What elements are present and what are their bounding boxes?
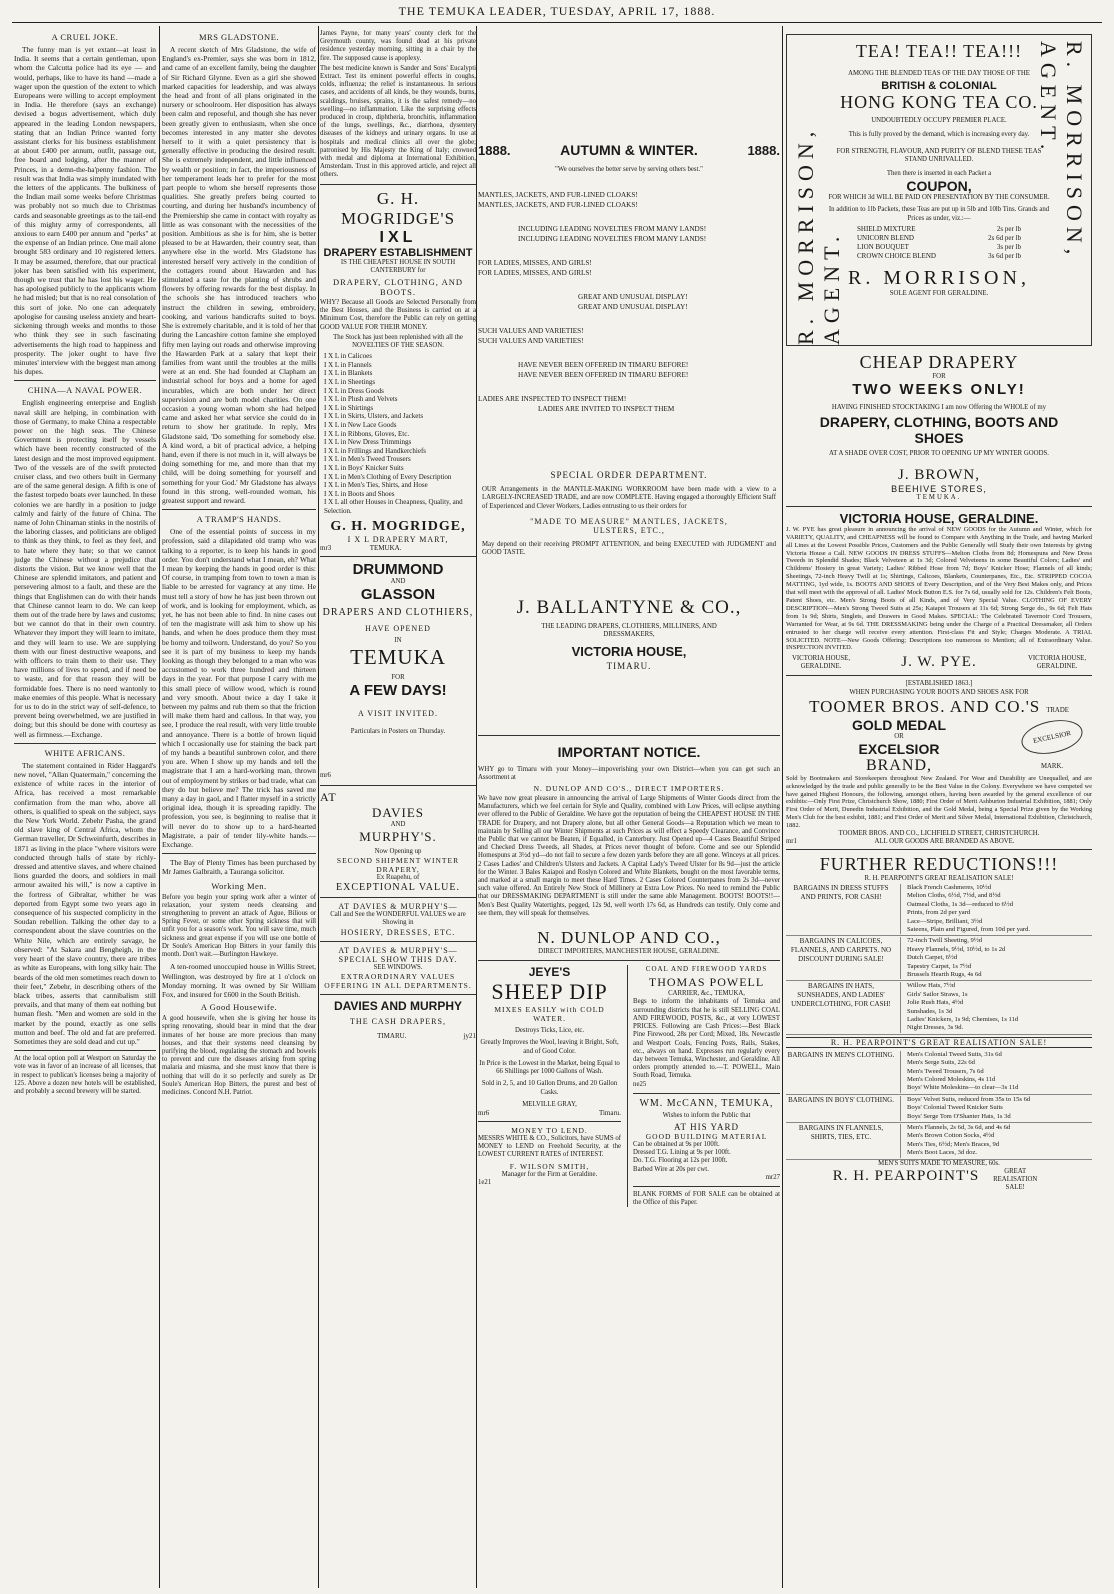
advert-text: MIXES EASILY with COLD WATER.: [494, 1005, 605, 1024]
advert-heading: TEA! TEA!! TEA!!!: [855, 41, 1023, 61]
tea-blend-name: UNICORN BLEND: [857, 233, 914, 242]
column-rule: [476, 26, 477, 1588]
bargain-label: BARGAINS IN HATS, SUNSHADES, AND LADIES' UNDERCLOTHING, FOR CASH!: [786, 982, 901, 1032]
column-rule: [318, 26, 319, 1588]
autumn-line: LADIES ARE INSPECTED TO INSPECT THEM!: [478, 395, 627, 404]
advert-text: In Price is the Lowest in the Market, being Equal to 66 Shillings per 1000 Gallons of Wash.: [479, 1059, 620, 1076]
bargain-item: Men's Colored Moleskins, 4s 11d: [907, 1076, 996, 1084]
advert-text: GOOD BUILDING MATERIAL: [645, 1131, 768, 1141]
ixl-list-item: I X L in Blankets: [324, 369, 373, 378]
advert-text: N. DUNLOP AND CO'S., DIRECT IMPORTERS.: [533, 784, 725, 794]
advert-text: WHY go to Timaru with your Money—impoverishing your own District—when you can get such an Assortment at: [478, 765, 780, 781]
advert-text: CARRIER, &c., TEMUKA,: [668, 990, 745, 998]
advert-text: TOOMER BROS. AND CO., LICHFIELD STREET, CHRISTCHURCH.: [838, 829, 1040, 837]
masthead-rule: [12, 22, 1102, 23]
advert-name: F. WILSON SMITH,: [509, 1161, 590, 1171]
ixl-list-item: I X L in Plush and Velvets: [324, 395, 398, 404]
tea-advert: [786, 34, 1092, 346]
article-divider: [14, 743, 156, 744]
jeyes-advert: [478, 965, 621, 1207]
tea-price-list: [857, 225, 1021, 261]
article-divider: [320, 556, 476, 557]
advert-code: mr6: [320, 772, 331, 780]
bargain-item: Prints, from 2d per yard: [907, 909, 971, 917]
advert-name: JEYE'S: [528, 965, 571, 980]
autumn-line: SUCH VALUES AND VARIETIES!: [478, 327, 584, 336]
advert-brand: IXL: [379, 228, 417, 246]
autumn-line: MANTLES, JACKETS, AND FUR-LINED CLOAKS!: [478, 201, 638, 210]
column-3: [320, 30, 476, 1586]
advert-house: VICTORIA HOUSE,: [571, 643, 687, 659]
ixl-list-item: I X L in New Dress Trimmings: [324, 438, 412, 447]
advert-text: BEEHIVE STORES,: [891, 483, 987, 494]
advert-heading: MONEY TO LEND.: [511, 1125, 588, 1135]
bargain-item: Black French Cashmeres, 10½d: [907, 883, 992, 891]
advert-text: Do. T.G. Flooring at 12s per 100ft.: [633, 1157, 728, 1165]
bargain-item: Oatmeal Cloths, 1s 3d—reduced to 6½d: [907, 900, 1014, 908]
advert-text: ALL OUR GOODS ARE BRANDED AS ABOVE.: [874, 837, 1015, 845]
autumn-line: GREAT AND UNUSUAL DISPLAY!: [578, 293, 688, 302]
agent-vertical-left: R. MORRISON, AGENT.: [793, 125, 844, 345]
advert-text: VICTORIA HOUSE, GERALDINE.: [791, 654, 851, 670]
advert-heading: SHEEP DIP: [491, 979, 608, 1005]
bargain-item: Men's Boot Laces, 3d doz.: [907, 1149, 978, 1157]
advert-name: R. H. PEARPOINT'S: [832, 1167, 980, 1184]
advert-text: HOSIERY, DRESSES, ETC.: [340, 927, 456, 937]
advert-text: WHEN PURCHASING YOUR BOOTS AND SHOES ASK FOR: [849, 688, 1029, 696]
news-paragraph: A ten-roomed unoccupied house in Willis Street, Wellington, was destroyed by fire at 1 o'clock on Monday morning. It was owned by Sir William Fox, and insured for £600 in the South British.: [162, 962, 316, 999]
bargain-item: Boys' White Moleskins—to clear—3s 11d: [907, 1084, 1019, 1092]
advert-text: AMONG THE BLENDED TEAS OF THE DAY THOSE OF THE: [848, 70, 1030, 77]
advert-text: DRAPERS AND CLOTHIERS,: [322, 606, 474, 618]
autumn-line: INCLUDING LEADING NOVELTIES FROM MANY LANDS!: [518, 225, 707, 234]
ixl-list-item: I X L in Men's Tweed Trousers: [324, 455, 411, 464]
advert-goods: DRAPERY, CLOTHING, AND BOOTS.: [333, 277, 463, 298]
advert-text: FOR STRENGTH, FLAVOUR, AND PURITY OF BLEND THESE TEAS STAND UNRIVALLED.: [836, 147, 1042, 163]
advert-divider: [633, 1093, 780, 1094]
advert-text: Begs to inform the inhabitants of Temuka and surrounding districts that he is still SELLING COAL AND FIREWOOD, POSTS, &c., at very LOWEST PRICES. Following are Cash Prices:—Best Black Pine Firewood, 28s per Cord; Mixed, 18s. Newcastle and Westport Coals, Fencing Posts, Rails, Stakes, etc., always on hand. Expresses run regularly every day between Temuka, Winchester, and Geraldine. All orders promptly attended to.—T. POWELL, Main South Road, Temuka.: [633, 998, 780, 1080]
advert-name: J. BROWN,: [898, 466, 980, 483]
advert-name: J. W. PYE.: [901, 654, 977, 671]
bargain-block: [786, 981, 1092, 1034]
advert-place: Timaru.: [598, 1108, 622, 1117]
bargain-item: Men's Brown Cotton Socks, 4½d: [907, 1132, 995, 1140]
advert-name: DRUMMOND: [352, 560, 444, 578]
advert-brand: EXCELSIOR: [858, 740, 940, 757]
article-title: WHITE AFRICANS.: [44, 747, 126, 758]
pearpoint-bargains: [786, 1050, 1092, 1160]
advert-name: DAVIES AND MURPHY: [333, 998, 462, 1013]
article-title: CHINA—A NAVAL POWER.: [27, 385, 143, 396]
advert-name: MURPHY'S.: [359, 828, 437, 844]
advert-text: J. W. PYE has great pleasure in announcing the arrival of NEW GOODS for the Autumn and Winter, which for VARIETY, QUALITY, and CHEAPNESS will be found to Compare with Anything in the Trade, and having Marked all Lines at the Lowest Possible Prices, Customers and the Public Generally will Study their own Interests by giving Victoria House a Call. NEW GOODS IN DRESS STUFFS—Melton Cloths from 8d; Homespuns and New Dress Tweeds in Splendid Shades; Black Velveteen at 1s 3d; Colored Velveteens in some Beautiful Colors; Ladies' and Childrens' Hosiery in great Variety; Ladies' Ribbed Hose from 7d; Boys' Knicker Hose; Flannels of all kinds; Sheetings, 72-inch Heavy Twill at 1s; Shirtings, Calicoes, Blankets, Counterpanes, Etc., Etc. STRIPPED COCOA MATTING, 1yd wide, 1s. BOOTS AND SHOES of Every Description, and of the Very Best Makes only, and Prices that will meet with the approval of all. Ladies' Mock Button E.S. for 7s 6d, usually sold for 12s. Children's Felt Boots, Patent Shoes, etc. Men's Strong Boots of all Kinds, and of Very Special Value. CLOTHING OF EVERY DESCRIPTION—Men's Strong Tweed Suits at 25s; Kaiapoi Trousers at 11s 6d; Strong Serge do., 9s 6d; Felt Hats from 1s 9d; Shirts, Singlets, and Drawers in Good Makes. SPECIAL: The Celebrated Tavernoir Cord Trousers, Warranted for Wear, at 9s 6d. THE DRESSMAKING being under the Charge of a Practical Dressmaker, all Orders entrusted to her charge will receive every attention. First-class Fit and Style; Charges Moderate. A TRIAL SOLICITED. NOTE—New Goods Offering; Descriptions too numerous to Mention; all of Extraordinary Value. INSPECTION INVITED.: [786, 525, 1092, 652]
advert-text: This is fully proved by the demand, which is increasing every day.: [848, 131, 1030, 139]
advert-brand: BRITISH & COLONIAL: [881, 80, 997, 93]
ixl-list-item: I X L in Frillings and Handkerchiefs: [324, 446, 426, 455]
pearpoint-bargains: [786, 883, 1092, 1035]
bargain-block: [786, 883, 1092, 936]
advert-heading: IMPORTANT NOTICE.: [557, 743, 701, 760]
ixl-list-item: I X L in Calicoes: [324, 352, 372, 361]
advert-heading: SPECIAL ORDER DEPARTMENT.: [550, 470, 708, 481]
autumn-line: FOR LADIES, MISSES, AND GIRLS!: [478, 259, 592, 268]
advert-divider: [478, 1121, 621, 1122]
advert-text: AT HIS YARD: [674, 1121, 740, 1132]
bargain-block: [786, 1095, 1092, 1123]
autumn-lines: [478, 190, 780, 414]
powell-advert: [627, 965, 780, 1207]
advert-text: Sold by Bootmakers and Storekeepers throughout New Zealand. For Wear and Durability are Unequalled, and are acknowledged by the trade and public generally to be the Best Value in the Colony. Everywhere we have competed we have gained Highest Honours, the following, amongst others, having been awarded by the general excellence of our exhibits:—Only First Prize, Christchurch Show, 1880; First Order of Merit Ashburton Industrial Exhibition, 1881; Only First Order of Merit, Dunedin Industrial Exhibition, and the Gold Medal, being a Special Prize given by the Working Men's Club for the best exhibit, 1881; and First Order of Merit and Silver Medal, International Exhibition, Christchurch, 1882.: [786, 774, 1092, 829]
bargain-item: Men's Colonial Tweed Suits, 31s 6d: [907, 1050, 1002, 1058]
tea-blend-price: 2s 6d per lb: [988, 233, 1021, 242]
bargain-item: Men's Ties, 6½d; Men's Braces, 9d: [907, 1140, 1000, 1148]
advert-code: mr1: [786, 837, 797, 845]
advert-name: GLASSON: [360, 585, 436, 603]
bargain-block: [786, 936, 1092, 981]
advert-text: SEE WINDOWS.: [373, 963, 423, 971]
tea-blend-name: LION BOUQUET: [857, 242, 909, 251]
advert-text: We have now great pleasure in announcing the arrival of Large Shipments of Winter Goods direct from the Manufacturers, which we feel certain for Style and Quality, combined with Low Prices, will eclipse anything ever offered to the Public of Geraldine. We have got the reputation of being the CHEAPEST HOUSE IN THE TRADE for Drapery, and not Drapery alone, but all other General Goods—a Reputation which we mean to maintain by Selling all our Winter Shipments at such Prices as will effect a Speedy Clearance, and Convince the Public that we cannot be Beaten, if Equalled, in Canterbury. Just Opened up—4 Cases Beautiful Striped and Checked Dress Tweeds, all Shades, at Prices never thought of before. Come and see our Splendid Homespuns at 3½d yd—do not fail to secure a few dozen yards before they are all gone. Winceys at all prices. 2 Cases Ladies' and Children's Ulsters and Jackets. A Capital Lady's Tweed Ulster for 8s 9d—just the article for the Winter. 3 Bales Kaiapoi and Roslyn Colored and White Blankets, bought on the most favorable terms, and marked at a small margin to meet these Hard Times. 2 Cases Colored Counterpanes from 2s 3d—never such value offered. An Entirely New Stock of Millinery at Extra Low Prices. No need to remind the Public that our DRESSMAKING DEPARTMENT is still under the same able Management. BOOTS! BOOTS!!—Men's Best Quality Watertights, pegged, 12s 9d, well worth 17s 6d, as Hundreds can testify. Only come and see them, they will speak for themselves.: [478, 795, 780, 917]
bargain-item: 72-inch Twill Sheeting, 9½d: [907, 937, 983, 945]
column-2: [162, 30, 316, 1586]
tea-blend-name: CROWN CHOICE BLEND: [857, 251, 936, 260]
advert-text: R. H. PEARPOINT'S GREAT REALISATION SALE!: [864, 874, 1014, 882]
advert-divider: [320, 897, 476, 898]
advert-heading: R. H. PEARPOINT'S GREAT REALISATION SALE!: [786, 1037, 1092, 1048]
advert-text: The Stock has just been replenished with all the NOVELTIES OF THE SEASON.: [333, 333, 463, 350]
bargain-item: Sunshades, 1s 3d: [907, 1007, 953, 1015]
advert-text: SECOND SHIPMENT WINTER DRAPERY,: [336, 855, 460, 874]
advert-tagline: IS THE CHEAPEST HOUSE IN SOUTH CANTERBURY for: [340, 258, 456, 274]
advert-text: Manager for the Firm at Geraldine.: [501, 1170, 598, 1178]
autumn-line: MANTLES, JACKETS, AND FUR-LINED CLOAKS!: [478, 191, 638, 200]
column-4: [478, 30, 780, 1586]
advert-code: mr3: [320, 543, 332, 552]
advert-text: DIRECT IMPORTERS, MANCHESTER HOUSE, GERALDINE.: [538, 948, 720, 956]
excelsior-badge-icon: EXCELSIOR: [1018, 715, 1085, 759]
advert-name: J. BALLANTYNE & CO.,: [516, 597, 742, 619]
news-paragraph: The Bay of Plenty Times has been purchased by Mr James Galbraith, a Tauranga solicitor.: [162, 858, 316, 877]
article-divider: [786, 675, 1092, 676]
advert-text: SPECIAL SHOW THIS DAY.: [338, 954, 458, 964]
advert-heading: CHEAP DRAPERY: [859, 352, 1019, 372]
news-paragraph: James Payne, for many years' county clerk for the Greymouth county, was found dead at his private residence yesterday morning, sitting in a chair by the fire. The supposed cause is apoplexy.: [320, 30, 476, 62]
advert-text: In addition to 1lb Packets, these Teas are put up in 5lb and 10lb Tins. Grands and Prices as under, viz.:—: [828, 206, 1050, 222]
advert-text: AND: [390, 577, 406, 585]
advert-text: "MADE TO MEASURE" MANTLES, JACKETS, ULSTERS, ETC.,: [530, 516, 728, 535]
advert-text: May depend on their receiving PROMPT ATTENTION, and being EXECUTED with JUDGMENT and GOOD TASTE.: [482, 540, 776, 557]
article-title: Working Men.: [211, 880, 267, 891]
advert-text: Particulars in Posters on Thursday.: [350, 728, 446, 736]
advert-text: HAVE OPENED: [365, 623, 431, 633]
advert-text: AND: [390, 820, 406, 828]
masthead: THE TEMUKA LEADER, TUESDAY, APRIL 17, 1888.: [398, 4, 716, 18]
advert-text: HAVING FINISHED STOCKTAKING I am now Offering the WHOLE of my: [831, 404, 1047, 412]
advert-text: Can be obtained at 9s per 100ft.: [633, 1140, 720, 1148]
advert-text: Wishes to inform the Public that: [662, 1111, 751, 1119]
ixl-list-item: I X L in Men's Ties, Shirts, and Hose: [324, 481, 428, 490]
advert-motto: "We ourselves the better serve by serving others best.": [555, 166, 703, 173]
advert-text: Destroys Ticks, Lice, etc.: [514, 1027, 585, 1035]
article-divider: [162, 853, 316, 854]
article-title: A CRUEL JOKE.: [51, 32, 119, 42]
advert-text: FOR: [932, 373, 946, 380]
advert-coupon: COUPON,: [906, 178, 972, 195]
autumn-line: HAVE NEVER BEEN OFFERED IN TIMARU BEFORE!: [518, 371, 689, 380]
autumn-line: SUCH VALUES AND VARIETIES!: [478, 337, 584, 346]
news-paragraph: At the local option poll at Westport on Saturday the vote was in favor of an increase of all licenses, that in respect to publican's licenses being a majority of 125. Above a dozen new hotels will be established, and probably a second brewery will be started.: [14, 1055, 156, 1095]
advert-text: AT DAVIES & MURPHY'S—: [338, 902, 458, 912]
cheap-drapery-advert: [786, 352, 1092, 502]
advert-brand: BRAND,: [865, 756, 932, 774]
article-divider: [478, 735, 780, 736]
advert-heading: FURTHER REDUCTIONS!!!: [819, 853, 1059, 874]
advert-name: THOMAS POWELL: [648, 975, 765, 990]
advert-text: Then there is inserted in each Packet a: [886, 170, 992, 178]
bargain-item: Boys' Velvet Suits, reduced from 35s to 15s 6d: [907, 1095, 1031, 1103]
advert-text: FOR WHICH 3d WILL BE PAID ON PRESENTATION BY THE CONSUMER.: [828, 194, 1050, 202]
ixl-list-item: I X L all other Houses in Cheapness, Quality, and Selection.: [324, 498, 463, 515]
advert-place: TEMUKA.: [369, 543, 402, 552]
advert-text: SOLE AGENT FOR GERALDINE.: [889, 289, 989, 297]
advert-code: ne25: [633, 1080, 647, 1088]
advert-heading: DRAPERY, CLOTHING, BOOTS AND SHOES: [819, 414, 1059, 447]
advert-heading: AUTUMN & WINTER.: [560, 142, 698, 158]
advert-text: MARK.: [1040, 762, 1064, 770]
advert-name: R. MORRISON,: [848, 266, 1030, 289]
advert-divider: [633, 1186, 780, 1187]
ixl-list: [320, 352, 476, 515]
advert-name: G. H. MOGRIDGE,: [330, 518, 466, 534]
advert-text: AT DAVIES & MURPHY'S—: [338, 945, 458, 955]
article-divider: [478, 960, 780, 961]
bargain-item: Night Dresses, 3s 9d.: [907, 1024, 964, 1032]
advert-sub: I X L DRAPERY MART,: [347, 534, 449, 544]
tea-blend-price: 3s 6d per lb: [988, 251, 1021, 260]
ixl-list-item: I X L in Dress Goods: [324, 386, 384, 395]
advert-place: TIMARU.: [377, 1031, 407, 1040]
bargain-item: Ladies' Knickers, 1s 9d; Chemises, 1s 11d: [907, 1016, 1019, 1023]
ixl-list-item: I X L in New Lace Goods: [324, 421, 397, 430]
bargain-item: Dutch Carpet, 6½d: [907, 954, 958, 962]
ixl-list-item: I X L in Boys' Knicker Suits: [324, 464, 404, 472]
advert-text: AT: [320, 789, 337, 804]
autumn-line: GREAT AND UNUSUAL DISPLAY!: [578, 303, 688, 312]
bargain-item: Heavy Flannels, 9½d, 10½d, to 1s 2d: [907, 945, 1006, 953]
advert-place: TEMUKA: [350, 644, 446, 669]
advert-name: N. DUNLOP AND CO.,: [537, 928, 721, 948]
autumn-line: LADIES ARE INVITED TO INSPECT THEM: [538, 405, 675, 414]
column-rule: [159, 26, 160, 1588]
victoria-house-advert: [786, 511, 1092, 672]
tea-blend-price: 3s per lb: [996, 242, 1021, 251]
advert-text: OUR Arrangements in the MANTLE-MAKING WORKROOM have been made with a view to a LARGELY-INCREASED TRADE, and are now COMPLETE. Having engaged a thoroughly Efficient Staff of Experienced and Clever Workers, Ladies entrusting to us their orders for: [482, 486, 776, 510]
tea-blend-price: 2s per lb: [996, 224, 1021, 233]
advert-text: IN: [394, 636, 402, 644]
article-divider: [786, 506, 1092, 507]
autumn-winter-advert: [478, 142, 780, 671]
advert-text: UNDOUBTEDLY OCCUPY PREMIER PLACE.: [871, 117, 1007, 125]
advert-code: 1e21: [478, 1178, 492, 1186]
advert-heading: TWO WEEKS ONLY!: [852, 381, 1026, 399]
bargain-item: Lace—Stripe, Brilliant, 3½d: [907, 917, 983, 925]
advert-text: Barbed Wire at 20s per cwt.: [633, 1165, 709, 1173]
article-body: English engineering enterprise and English naval skill are helping, in combination with those of Germany, to make China a respectable power on the high seas. The Chinese Government is protecting itself by vessels which have been recently constructed of the latest design and the most improved equipment. Two of the vessels are of the swift protected cruiser class, and two others built in Germany are of the same general design. A fifth is one of the fastest torpedo boats ever launched. In these colonies we are hardly in a position to judge calmly and fairly of the future of China. The name of John Chinaman stinks in the nostrils of the laboring classes, and politicians are obliged to think as they think, to feel as they feel, and to hate where they hate; so that we cannot judge the Chinese without a prejudice that distorts the vision. But we know well that the Chinese are splendid imitators, and patient and persevering almost to a fault, and these are the things that Englishmen can do with their hands that Chinese cannot learn to do. We can keep them out of the trade here by laws and customs; but we cannot do that in their own country. Whatever they import they will learn to imitate, and they will learn to use. We are supplying them with our finest destructive weapons, and with officers to train them to their use. They have millions of lives to spend, and if need be to waste, and for that reason they will be formidable foes. There is no need wantonly to make enemies of this people. What is necessary for us to do in the strict way of self-defence, to prevent being overwhelmed, we are justified in doing; but this should be done with courtesy as well as firmness.—Exchange.: [14, 398, 156, 739]
advert-text: BLANK FORMS of FOR SALE can be obtained at the Office of this Paper.: [633, 1190, 780, 1207]
advert-text: [ESTABLISHED 1863.]: [905, 680, 973, 688]
advert-code: jy21: [463, 1031, 476, 1040]
tea-price-row: [857, 243, 1021, 252]
article-body: The funny man is yet extant—at least in India. It seems that a certain gentleman, upon whom the Calcutta police had its eye — and would, perhaps, like to have its hand —made a wager upon the question of the extent to which Europeans were willing to accept employment in India. He therefore (says an exchange) devised a bogus advertisement, which duly appeared in the leading London newspapers, stating that an Indian Prince wanted forty assistant clerks for his business establishment at about £400 per annum, outfit, passage out, free board and lodging, after the manner of Princes, in a demn-the-ha'penny fashion. The result was that India was simply inundated with the letters of the applicants. The bulkiness of the Indian mail some weeks before Christmas was probably not so much due to Christmas cards and seasonable greetings as to the tail-end of this mighty army of correspondents, all anxious to earn £400 per annum and "perks" at the expense of an Indian prince. One mail alone brought 583 ordinary and 10 registered letters. It may be assumed, therefore, that our practical joker has been satisfied with his experiment, though we trust that he has lost his wager. He has apologised publicly to the applicants whom he had misled; but that is no real consolation of this sort of joke. No one can adequately apologise for causing useless anxiety and heart-sickening through weeks and months to those who think they see in such fascinating advertisements the high road to happiness and prosperity. The joker ought to have five minutes' interview with the beggest man among his dupes.: [14, 45, 156, 377]
ixl-list-item: I X L in Flannels: [324, 360, 372, 369]
pearpoint-advert: [786, 854, 1092, 1193]
advert-text: AT A SHADE OVER COST, PRIOR TO OPENING UP MY WINTER GOODS.: [829, 450, 1049, 458]
bargain-block: [786, 1123, 1092, 1160]
sander-advert: The best medicine known is Sander and Sons' Eucalypti Extract. Test its eminent powerful effects in coughs, colds, influenza; the relief is instantaneous. In serious cases, and accidents of all kinds, be they wounds, burns, scaldings, bruises, sprains, it is the safest remedy—no swelling—no inflammation. Like the surprising effects produced in croup, diphtheria, bronchitis, inflammation of the lungs, swellings, &c., diarrhoea, dysentery diseases of the kidneys and urinary organs. In use at hospitals and medical clinics all over the globe; patronised by His Majesty the King of Italy; crowned with medal and diploma at International Exhibition, Amsterdam. Trust in this approved article, and reject all others.: [320, 64, 476, 179]
ixl-list-item: I X L in Boots and Shoes: [324, 489, 395, 498]
advert-heading: EXCEPTIONAL VALUE.: [336, 882, 460, 894]
bargain-item: Boys' Colonial Tweed Knicker Suits: [907, 1104, 1003, 1112]
bottom-adverts: [478, 965, 780, 1207]
advert-text: Sold in 2, 5, and 10 Gallon Drums, and 20 Gallon Casks.: [481, 1080, 618, 1096]
drummond-advert: [320, 561, 476, 781]
article-divider: [14, 380, 156, 381]
advert-text: VICTORIA HOUSE, GERALDINE.: [1027, 654, 1087, 670]
article-divider: [162, 509, 316, 510]
article-divider: [320, 785, 476, 786]
bargain-item: Boys' Serge Tom O'Shanter Hats, 1s 3d: [907, 1112, 1011, 1120]
agent-vertical-right: R. MORRISON, AGENT.: [1036, 41, 1087, 261]
bargain-item: Men's Serge Suits, 22s 6d: [907, 1059, 975, 1067]
bargain-label: BARGAINS IN BOYS' CLOTHING.: [786, 1096, 901, 1121]
article-title: MRS GLADSTONE.: [198, 32, 280, 42]
article-body: A good housewife, when she is giving her house its spring renovating, should bear in mind that the dear inmates of her house are more precious than many houses, and that their systems need cleansing by purifying the blood, regulating the stomach and bowels to prevent and cure the diseases arising from spring malaria and miasma, and she must know that there is nothing that will do it so perfectly and surely as Dr Soule's American Hop Bitters, the purest and best of medicines. Concord N.H. Patriot.: [162, 1015, 316, 1096]
advert-text: WHY? Because all Goods are Selected Personally from the Best Houses, and the Business is carried on at a Minimum Cost, therefore the Public can rely on getting GOOD VALUE FOR THEIR MONEY.: [320, 299, 476, 331]
tea-blend-name: SHIELD MIXTURE: [857, 224, 916, 233]
advert-place: TIMARU.: [606, 660, 652, 671]
tea-price-row: [857, 252, 1021, 261]
bargain-label: BARGAINS IN FLANNELS, SHIRTS, TIES, ETC.: [786, 1124, 901, 1158]
advert-text: Call and See the WONDERFUL VALUES we are Showing in: [330, 911, 466, 927]
advert-text: EXTRAORDINARY VALUES OFFERING IN ALL DEPARTMENTS.: [324, 971, 472, 990]
advert-text: Dressed T.G. Lining at 9s per 100ft.: [633, 1149, 731, 1157]
davies-murphy-advert: [320, 790, 476, 1040]
advert-text: THE CASH DRAPERS,: [350, 1016, 446, 1026]
advert-text: A VISIT INVITED.: [358, 709, 438, 719]
important-notice-advert: [478, 744, 780, 957]
article-divider: [320, 184, 476, 185]
tea-price-row: [857, 225, 1021, 234]
bargain-item: Melton Cloths, 6½d, 7½d, and 8½d: [907, 892, 1001, 900]
ixl-list-item: I X L in Skirts, Ulsters, and Jackets: [324, 412, 424, 421]
advert-text: MESSRS WHITE & CO., Solicitors, have SUMS of MONEY to LEND on Freehold Security, at the LOWEST CURRENT RATES of INTEREST.: [478, 1134, 622, 1159]
bargain-item: Tapestry Carpet, 1s 7½d: [907, 962, 972, 970]
advert-divider: [320, 941, 476, 942]
advert-text: Ex Ruapehu, of: [376, 873, 420, 881]
advert-text: Now Opening up: [374, 847, 422, 855]
tea-price-row: [857, 234, 1021, 243]
advert-text: MEN'S SUITS MADE TO MEASURE, 60s.: [878, 1159, 1000, 1167]
advert-brand: HONG KONG TEA CO.: [840, 92, 1038, 113]
advert-text: FOR: [391, 673, 405, 681]
advert-divider: [320, 994, 476, 995]
ixl-list-item: I X L in Ribbons, Gloves, Etc.: [324, 429, 410, 438]
bargain-item: Men's Tweed Trousers, 7s 6d: [907, 1067, 984, 1075]
advert-code: mr27: [765, 1173, 780, 1181]
mogridge-advert: [320, 189, 476, 552]
bargain-label: BARGAINS IN MEN'S CLOTHING.: [786, 1051, 901, 1093]
advert-name: G. H. MOGRIDGE'S: [340, 188, 456, 228]
ixl-list-item: I X L in Shirtings: [324, 403, 374, 412]
advert-name: DAVIES: [372, 804, 424, 820]
column-5: [786, 30, 1092, 1586]
article-body: Before you begin your spring work after a winter of relaxation, your system needs cleansing and strengthening to prevent an attack of Ague, Bilious or Spring Fever, or some other Spring sickness that will unfit you for a season's work. You will save time, much sickness and great expense if you will use one bottle of Dr Soule's American Hop Bitters in your family this month. Don't wait.—Burlington Hawkeye.: [162, 893, 316, 959]
article-body: The statement contained in Rider Haggard's new novel, "Allan Quatermain," concerning the existence of white races in the interior of Africa, has received a most remarkable confirmation from the man who, above all others, is qualified to speak on the subject, says the New York World. Zebehr Pasha, the grand old slave king of Central Africa, whom the German traveller, Dr Schweinfurth, describes in 1871 as living in the place "where visitors were conducted through halls of state by richly-dressed and attentive slaves, and where chained lions guarded the doors, and soldiers in mail armour awaited his will," is now a captive in the fortress of Gibraltar, whither he was deported from Egypt some two years ago in consequence of his suspected complicity in the Soudan rebellion. Talking the other day to a correspondent about the slave countries on the White Nile, which are entirely savage, he observed: "At Sakara and Bengheigh, in the very heart of the slave country, there are tribes as white as Europeans, with long silky hair. The beards of the old men sometimes reach down to their feet," Zebehr, in describing others of the black tribes, asserts that cannibalism still prevails, and that many of them eat nothing but human flesh. "Men and women are sold in the market by the pound, exactly as one sells mutton and beef. The old and fat are preferred. Sometimes they are sold dead and cut up.": [14, 760, 156, 1046]
bargain-item: Jolie Rush Hats, 4½d: [907, 999, 964, 1007]
ixl-list-item: I X L in Sheetings: [324, 378, 376, 387]
article-title: A Good Housewife.: [200, 1002, 278, 1013]
advert-heading: VICTORIA HOUSE, GERALDINE.: [839, 510, 1039, 526]
bargain-item: Brussels Hearth Rugs, 4s 6d: [907, 970, 982, 978]
column-rule: [782, 26, 783, 1588]
article-body: One of the essential points of success in my profession, said a dilapidated old tramp who was talking to a reporter, is to keep his hands in good order. You don't understand what I mean, eh? What I mean by keeping the hands in good order is this: Of course, in tramping from town to town a man is liable to be arrested for vagrancy at any time. He must tell a story of how he has just been thrown out of work, and is looking for employment, which, as yet, he has not been able to find. In nine cases out of ten the magistrate will ask him to show up his hands, and when he does produce them they must be horny and toilworn. Understand, do you? So you see it is part of my business to keep my hands looking as though they belonged to a man who was accustomed to work three hundred and thirteen days in the year. For that purpose I carry with me this small piece of willow wood, which is round and very smooth. About twice a day I take it between my palms and rub them so that the friction will make them hard and callous. In that way, you see, I produce the real result, with very little trouble and annoyance. There is a bottle of brown liquid which I occasionally use for staining the back part of my hands a beautiful sunbrown color, and there you are. When I show up my hands and tell the magistrate that I am a hard-working man, thrown out of employment by strikes or bad trade, what can they do but believe me? The trick has saved me many a day in gaol, and I flatter myself in a strictly original idea, though it is spreading rapidly. The profession, you see, is beginning to realise that it will never do to show up to a hard-hearted Magistrate, a pair of tender lily-white hands.—Exchange.: [162, 527, 316, 850]
advert-code: mr6: [478, 1108, 490, 1117]
advert-brand: GOLD MEDAL: [851, 716, 947, 733]
bargain-item: Willow Hats, 7½d: [907, 982, 956, 990]
advert-year: 1888.: [478, 143, 511, 158]
ixl-list-item: I X L in Men's Clothing of Every Description: [324, 472, 452, 481]
advert-text: Greatly Improves the Wool, leaving it Bright, Soft, and of Good Color.: [480, 1039, 619, 1055]
article-body: A recent sketch of Mrs Gladstone, the wife of England's ex-Premier, says she was born in 1812, and came of an excellent family, being the daughter of Sir Richard Glynne. Even as a girl she showed marked capacities for leadership, and was always the head and front of all plans originated in the nursery or schoolroom. Her disposition has always been calm and reposeful, and though she has never been greatly given to enthusiasm, when she once becomes interested in any matter she devotes herself to it with a quiet persistency that is generally effective in producing the desired result. She is extremely independent, and little influenced by wealth or position; in fact, the imperiousness of her temperament leads her to prefer for the most part people to whom she herself represents those qualities. She greatly prefers being courted to courting, and during her husband's incumbency of the Premiership she came in contact with royalty as little as was consonant with the necessities of the position. Ambitious as she is for him, she is better pleased to be at Hawarden, their country seat, than anywhere else in the world. Mrs Gladstone has interested herself very actively in the condition of the cottagers round about Hawarden and has stimulated a taste for the planting of shrubs and flowers by offering rewards for the best display. In the schools she has introduced teachers who instruct the children in sewing, embroidery, cooking, and various handicrafts suited to boys. She is extremely charitable, and it is told of her that during the Lancashire cotton famine she employed fifty men laying out roads and otherwise improving the Hawarden Park at a salary that kept their families from want until the troubles at the mills were at an end. She had founded at Clapham an industrial school for boys and a home for aged incurables, which are both under her direct supervision and are both model charities. On one occasion a young woman whom she had helped came and asked her what service she could do in return to show her gratitude. In reply, Mrs Gladstone said, 'Do something for somebody else. A kind word, a bit of practical advice, a helping hand, even if there is not much in it, will always be doing something for me, and more than that my child, will be doing something for yourself and something for your God.' Mr Gladstone has always found in this strong, well-rounded woman, his greatest support and reward.: [162, 45, 316, 505]
bargain-label: BARGAINS IN CALICOES, FLANNELS, AND CARPETS. NO DISCOUNT DURING SALE!: [786, 937, 901, 979]
article-divider: [14, 1050, 156, 1051]
advert-name: WM. McCANN, TEMUKA,: [639, 1097, 774, 1109]
bargain-item: Men's Flannels, 2s 6d, 3s 6d, and 4s 6d: [907, 1124, 1011, 1132]
bargain-item: Sateens, Plain and Figured, from 10d per yard.: [907, 925, 1031, 933]
advert-text: TRADE: [1046, 706, 1069, 714]
advert-text: GREAT REALISATION SALE!: [993, 1167, 1038, 1192]
article-divider: [786, 849, 1092, 850]
toomer-advert: [786, 680, 1092, 844]
article-title: A TRAMP'S HANDS.: [196, 514, 282, 525]
advert-text: COAL AND FIREWOOD YARDS: [645, 965, 768, 974]
autumn-line: FOR LADIES, MISSES, AND GIRLS!: [478, 269, 592, 278]
column-1: [14, 30, 156, 1586]
bargain-item: Girls' Sailor Straws, 1s: [907, 990, 968, 998]
autumn-line: INCLUDING LEADING NOVELTIES FROM MANY LANDS!: [518, 235, 707, 244]
advert-text: MELVILLE GRAY,: [522, 1100, 577, 1108]
advert-year: 1888.: [747, 143, 780, 158]
advert-heading: DRAPERY ESTABLISHMENT: [323, 246, 473, 259]
advert-heading: A FEW DAYS!: [349, 682, 447, 700]
advert-place: TEMUKA.: [916, 493, 962, 501]
advert-text: THE LEADING DRAPERS, CLOTHIERS, MILLINERS, AND DRESSMAKERS,: [541, 623, 717, 639]
autumn-line: HAVE NEVER BEEN OFFERED IN TIMARU BEFORE!: [518, 361, 689, 370]
advert-name: TOOMER BROS. AND CO.'S: [809, 696, 1041, 716]
advert-text: OR: [894, 732, 904, 740]
bargain-label: BARGAINS IN DRESS STUFFS AND PRINTS, FOR CASH!: [786, 884, 901, 934]
bargain-block: [786, 1050, 1092, 1095]
